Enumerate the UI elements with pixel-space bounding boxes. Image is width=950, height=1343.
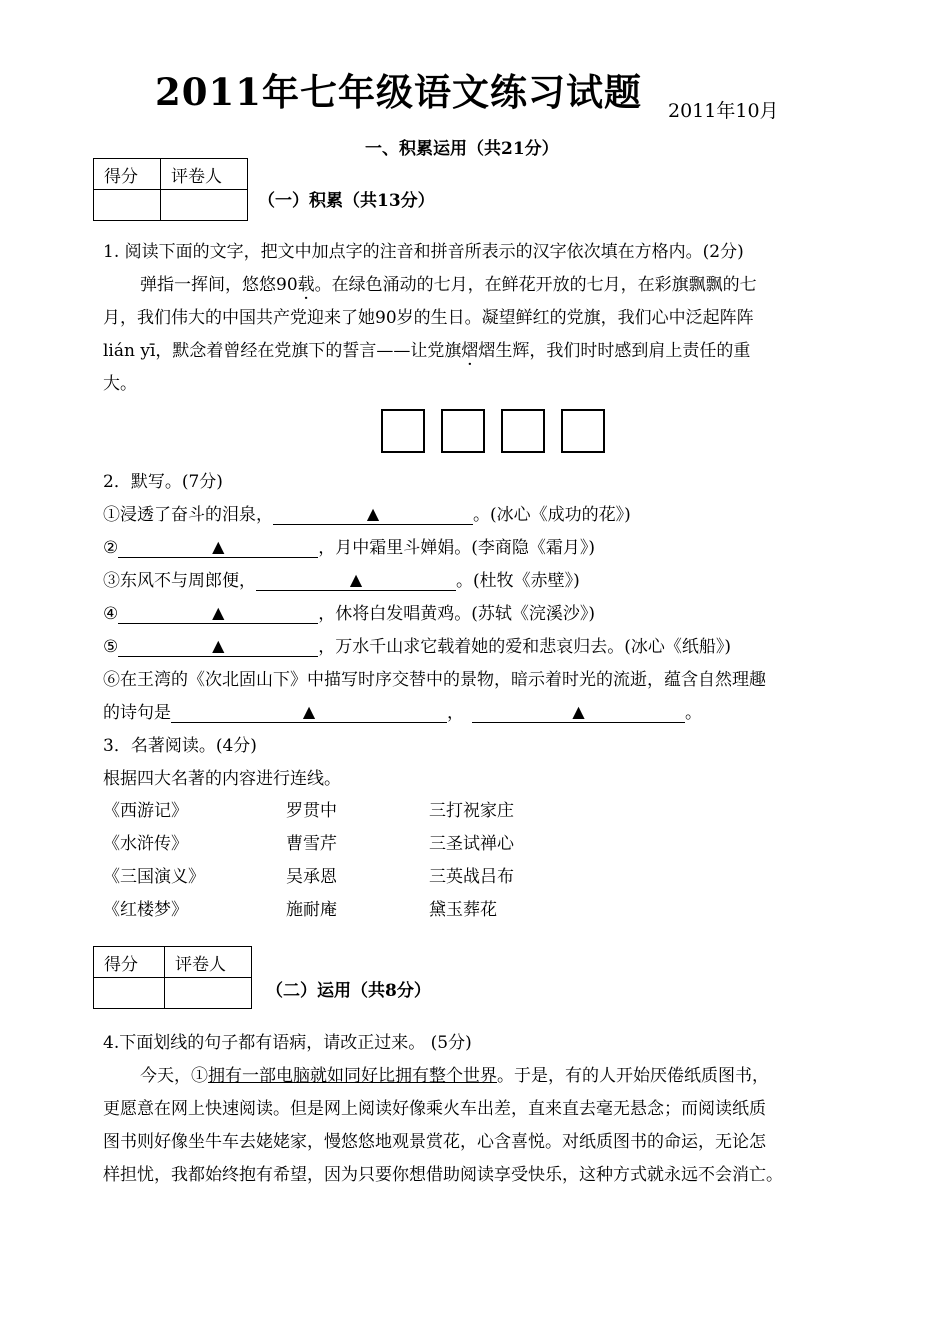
q2-item2: ② ▲ ，月中霜里斗婵娟。(李商隐《霜月》) (103, 537, 596, 558)
fill-blank[interactable]: ▲ (472, 702, 685, 723)
q3-instruction: 根据四大名著的内容进行连线。 (103, 769, 341, 789)
part1-title: （一）积累（共13分） (258, 191, 435, 211)
answer-box[interactable] (561, 409, 605, 453)
q2-item6: ⑥在王湾的《次北固山下》中描写时序交替中的景物，暗示着时光的流逝，蕴含自然理趣 (103, 670, 766, 690)
fill-blank[interactable]: ▲ (171, 702, 447, 723)
event-item[interactable]: 三英战吕布 (429, 867, 514, 887)
score-table (93, 158, 248, 221)
book-item[interactable]: 《水浒传》 (103, 834, 188, 854)
q2-item4: ④ ▲ ，休将白发唱黄鸡。(苏轼《浣溪沙》) (103, 603, 596, 624)
book-item[interactable]: 《三国演义》 (103, 867, 205, 887)
event-item[interactable]: 三圣试禅心 (429, 834, 514, 854)
fill-blank[interactable]: ▲ (273, 504, 473, 525)
answer-box[interactable] (501, 409, 545, 453)
q4-prompt: 4.下面划线的句子都有语病，请改正过来。 (5分) (103, 1033, 472, 1053)
score-cell[interactable] (94, 978, 165, 1009)
q1-passage-line3: lián yī，默念着曾经在党旗下的誓言——让党旗熠熠生辉，我们时时感到肩上责任的重 (103, 341, 751, 361)
score-header: 得分 (94, 947, 165, 978)
author-item[interactable]: 罗贯中 (286, 801, 337, 821)
answer-box[interactable] (381, 409, 425, 453)
grader-header: 评卷人 (165, 947, 252, 978)
page-title: 2011年七年级语文练习试题 (155, 70, 642, 114)
q4-passage-line4: 样担忧，我都始终抱有希望，因为只要你想借助阅读享受快乐，这种方式就永远不会消亡。 (103, 1165, 783, 1185)
q1-passage-line4: 大。 (103, 374, 137, 394)
underlined-sentence: 拥有一部电脑就如同好比拥有整个世界 (208, 1066, 497, 1086)
q2-item5: ⑤ ▲ ，万水千山求它载着她的爱和悲哀归去。(冰心《纸船》) (103, 636, 732, 657)
section-heading: 一、积累运用（共21分） (365, 139, 559, 159)
q1-prompt: 1. 阅读下面的文字，把文中加点字的注音和拼音所表示的汉字依次填在方格内。(2分) (103, 242, 744, 262)
grader-cell[interactable] (161, 190, 248, 221)
grader-header: 评卷人 (161, 159, 248, 190)
author-item[interactable]: 曹雪芹 (286, 834, 337, 854)
q1-passage-line1: 弹指一挥间，悠悠90载。在绿色涌动的七月，在鲜花开放的七月，在彩旗飘飘的七 (140, 275, 757, 295)
q2-item6-cont: 的诗句是 ▲ ， ▲ 。 (103, 702, 702, 723)
q4-passage-line1: 今天，①拥有一部电脑就如同好比拥有整个世界。于是，有的人开始厌倦纸质图书， (140, 1066, 769, 1086)
author-item[interactable]: 吴承恩 (286, 867, 337, 887)
q4-passage-line2: 更愿意在网上快速阅读。但是网上阅读好像乘火车出差，直来直去毫无悬念；而阅读纸质 (103, 1099, 766, 1119)
q2-item1: ①浸透了奋斗的泪泉， ▲ 。(冰心《成功的花》) (103, 504, 631, 525)
fill-blank[interactable]: ▲ (118, 537, 318, 558)
grader-cell[interactable] (165, 978, 252, 1009)
part2-title: （二）运用（共8分） (266, 981, 431, 1001)
book-item[interactable]: 《西游记》 (103, 801, 188, 821)
fill-blank[interactable]: ▲ (118, 636, 318, 657)
q4-passage-line3: 图书则好像坐牛车去姥姥家，慢悠悠地观景赏花，心含喜悦。对纸质图书的命运，无论怎 (103, 1132, 766, 1152)
q2-item3: ③东风不与周郎便， ▲ 。(杜牧《赤壁》) (103, 570, 580, 591)
fill-blank[interactable]: ▲ (118, 603, 318, 624)
book-item[interactable]: 《红楼梦》 (103, 900, 188, 920)
event-item[interactable]: 三打祝家庄 (429, 801, 514, 821)
q3-prompt: 3．名著阅读。(4分) (103, 736, 257, 756)
author-item[interactable]: 施耐庵 (286, 900, 337, 920)
score-header: 得分 (94, 159, 161, 190)
event-item[interactable]: 黛玉葬花 (429, 900, 497, 920)
answer-box[interactable] (441, 409, 485, 453)
fill-blank[interactable]: ▲ (256, 570, 456, 591)
score-cell[interactable] (94, 190, 161, 221)
score-table (93, 946, 252, 1009)
q1-passage-line2: 月，我们伟大的中国共产党迎来了她90岁的生日。凝望鲜红的党旗，我们心中泛起阵阵 (103, 308, 754, 328)
exam-date: 2011年10月 (668, 100, 779, 122)
q2-prompt: 2．默写。(7分) (103, 472, 223, 492)
